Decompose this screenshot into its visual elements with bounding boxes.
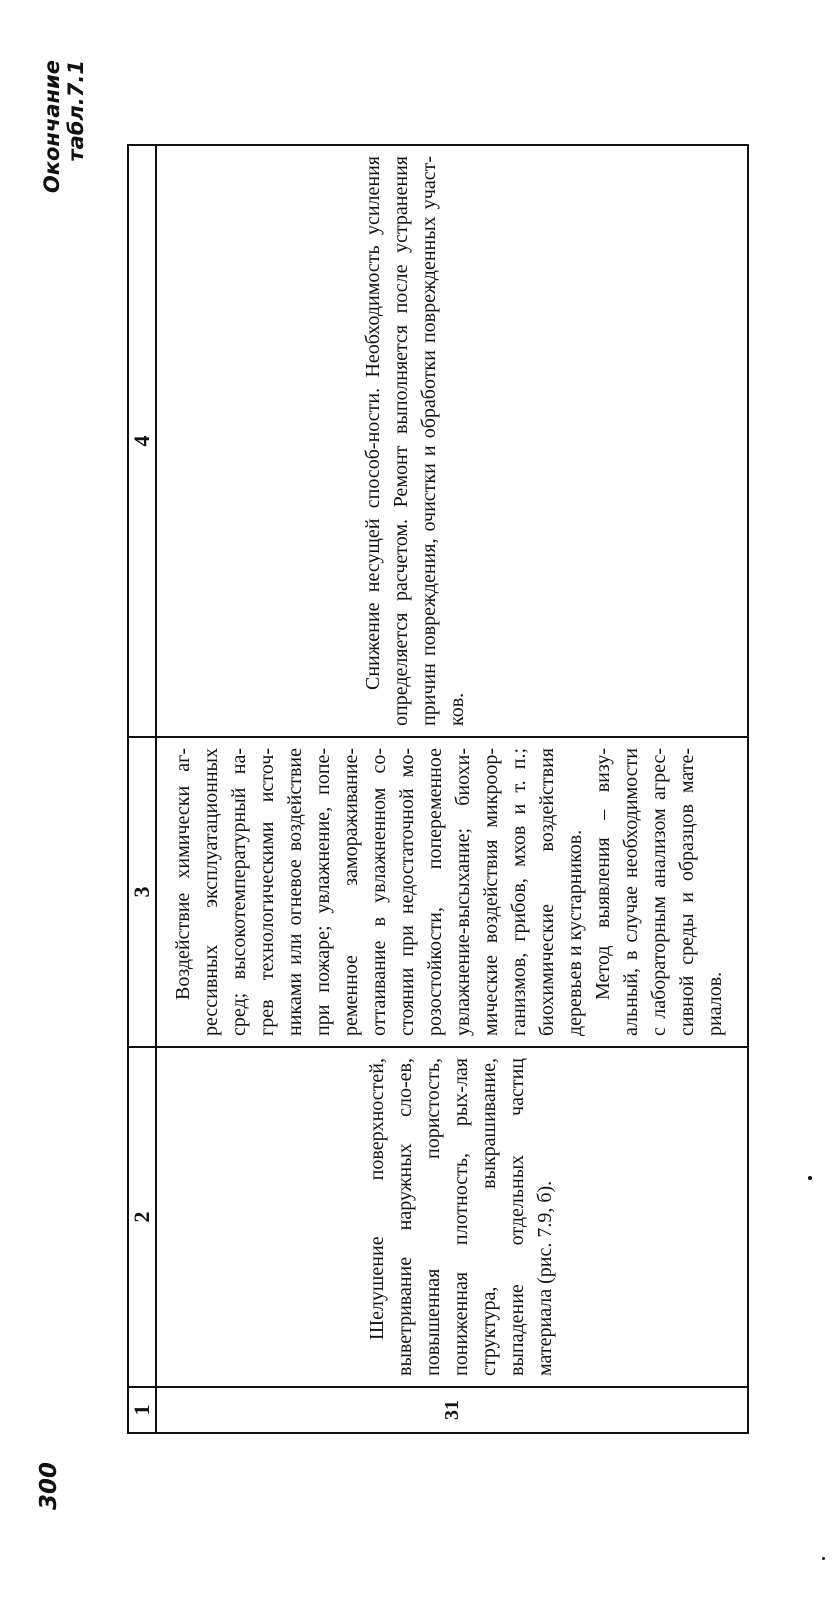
table-row [156,145,748,1433]
causes-cell [156,737,748,1047]
header-col-4: 4 [128,145,156,737]
header-col-3: 3 [128,737,156,1047]
consequences-text: Снижение несущей способ-ности. Необходимость усиления определяется расчетом. Ремонт выполняется после устранения причин повреждения, очистки и обработки поврежденных участ-ков. [362,156,468,726]
defects-table [127,144,749,1434]
table-caption: Окончание табл.7.1 [40,60,88,194]
detection-method-text: Метод выявления – визу-альный, в случае необходимости с лабораторным анализом агрес-сивной среды и образцов мате-риалов. [592,748,726,1036]
consequences-cell [156,145,748,737]
speck-mark [808,1176,812,1180]
defect-description-cell [156,1047,748,1387]
causes-text: Воздействие химически аг-рессивных эксплуатационных сред; высокотемпературный на-грев технологическими источ-никами или огневое воздействие при пожаре; увлажнение, попе-ременное замораживание-оттаивание в увлажненном со-стоянии при недостаточной мо-розостойкости, попеременное увлажнение-высыхание; биохи-мические воздействия микроор-ганизмов, грибов, мхов и т. п.; биохимические воздействия деревьев и кустарников. [172,748,586,1036]
header-col-2: 2 [128,1047,156,1387]
header-col-1: 1 [128,1387,156,1433]
defect-description: Шелушение поверхностей, выветривание наружных сло-ев, повышенная пористость, пониженная плотность, рых-лая структура, выкрашивание, выпадение отдельных частиц материала (рис. 7.9, б). [366,1058,556,1376]
page-number: 300 [36,1461,62,1510]
speck-mark [822,1557,825,1560]
row-number: 31 [156,1387,748,1433]
table-header-row [128,145,156,1433]
